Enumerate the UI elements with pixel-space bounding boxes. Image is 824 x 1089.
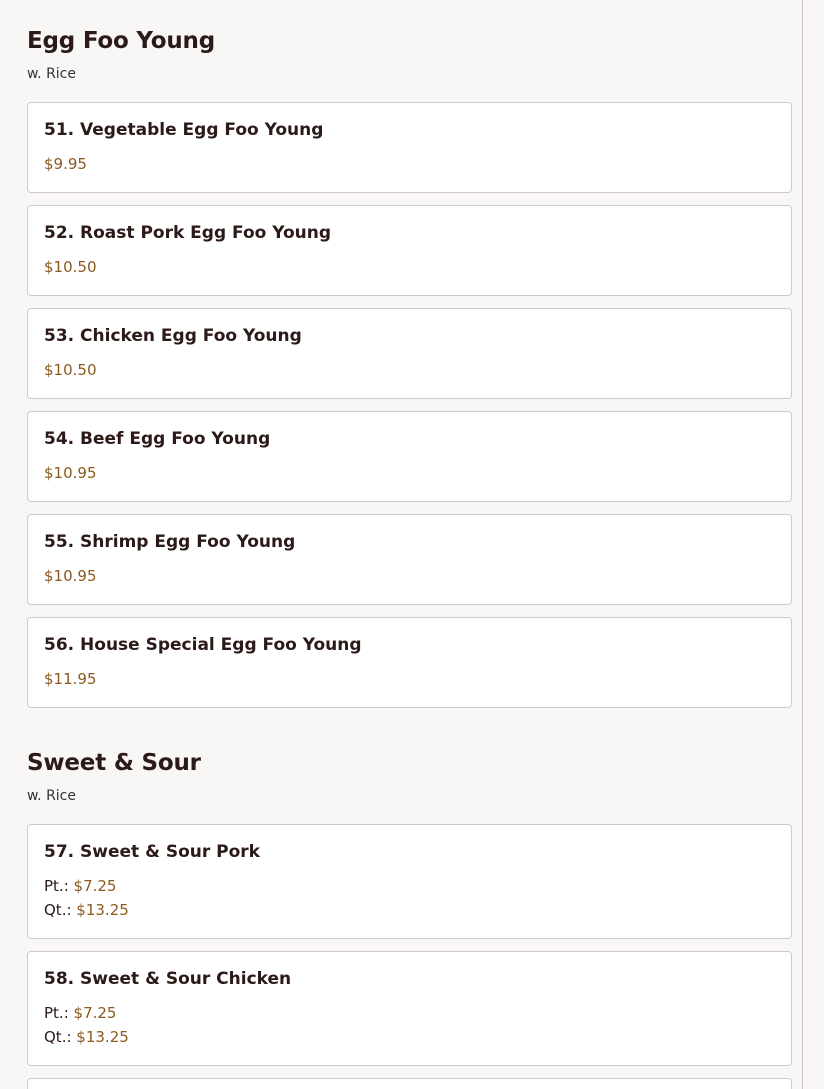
item-name: 51. Vegetable Egg Foo Young [44,120,324,140]
quart-price-row [44,1025,775,1049]
price-list [44,1001,775,1049]
section-sweet-and-sour [27,749,792,805]
item-price: $10.50 [44,361,97,379]
pint-price: $7.25 [73,877,117,895]
item-name: 58. Sweet & Sour Chicken [44,969,292,989]
pint-label: Pt.: [44,1004,69,1022]
scrollbar-edge[interactable] [802,0,803,1089]
pint-price-row [44,874,775,898]
menu-item-card[interactable] [27,308,792,399]
item-name: 56. House Special Egg Foo Young [44,635,362,655]
menu-item-card[interactable] [27,951,792,1066]
menu-item-card[interactable] [27,102,792,193]
quart-price-row [44,898,775,922]
menu-item-card[interactable] [27,514,792,605]
item-name: 52. Roast Pork Egg Foo Young [44,223,332,243]
item-name: 54. Beef Egg Foo Young [44,429,271,449]
price-list [44,874,775,922]
quart-label: Qt.: [44,1028,72,1046]
pint-price-row [44,1001,775,1025]
item-name: 55. Shrimp Egg Foo Young [44,532,296,552]
quart-price: $13.25 [76,901,129,919]
menu-item-card[interactable] [27,824,792,939]
item-name: 53. Chicken Egg Foo Young [44,326,302,346]
section-title: Sweet & Sour [27,750,201,776]
pint-price: $7.25 [73,1004,117,1022]
item-price: $9.95 [44,155,87,173]
menu-item-card[interactable] [27,205,792,296]
pint-label: Pt.: [44,877,69,895]
quart-label: Qt.: [44,901,72,919]
menu-item-card[interactable] [27,1078,792,1089]
item-price: $10.50 [44,258,97,276]
item-price: $11.95 [44,670,97,688]
section-subtitle: w. Rice [27,788,76,804]
section-egg-foo-young [27,27,792,83]
section-title: Egg Foo Young [27,28,215,54]
section-subtitle: w. Rice [27,66,76,82]
item-price: $10.95 [44,464,97,482]
menu-item-card[interactable] [27,411,792,502]
menu-item-card[interactable] [27,617,792,708]
item-name: 57. Sweet & Sour Pork [44,842,260,862]
item-price: $10.95 [44,567,97,585]
quart-price: $13.25 [76,1028,129,1046]
